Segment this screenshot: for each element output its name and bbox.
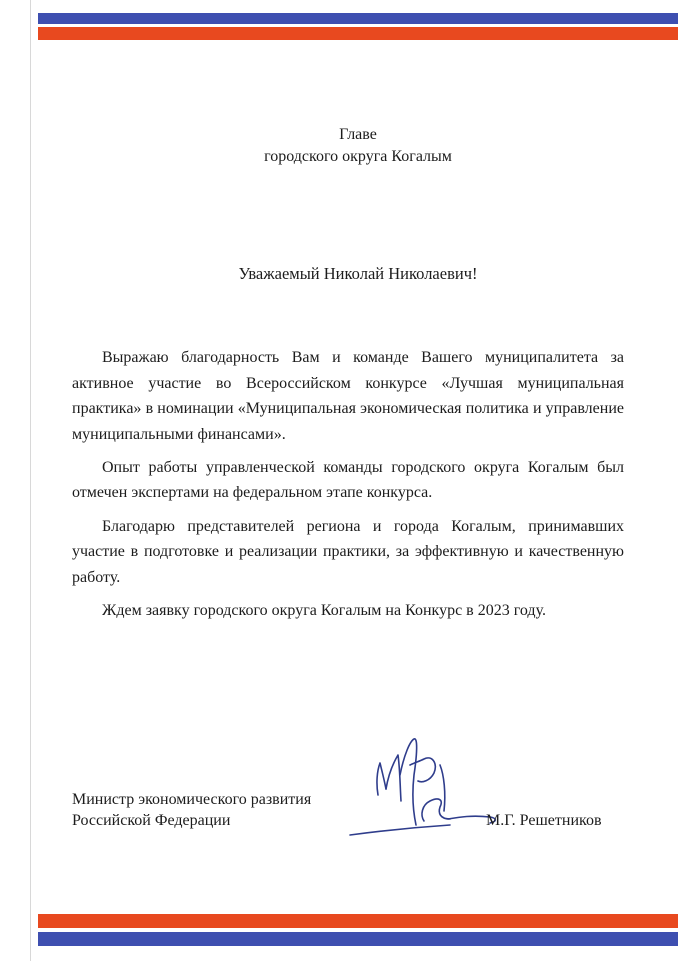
greeting: Уважаемый Николай Николаевич! <box>238 264 478 283</box>
body-paragraph-3: Благодарю представителей региона и города Когалым, принимавших участие в подготовке и реализации практики, за эффективную и качественную работу. <box>72 517 624 586</box>
signature-strokes <box>350 739 495 835</box>
signature-stroke-3 <box>400 739 417 825</box>
body-paragraph-2: Опыт работы управленческой команды городского округа Когалым был отмечен экспертами на федеральном этапе конкурса. <box>72 458 624 502</box>
addressee-block <box>38 124 678 168</box>
body-paragraph-1: Выражаю благодарность Вам и команде Вашего муниципалитета за активное участие во Всероссийском конкурсе «Лучшая муниципальная практика» в номинации «Муниципальная экономическая политика и управление муниципальными финансами». <box>72 349 624 443</box>
signature-stroke-5 <box>422 799 450 821</box>
signer-name: М.Г. Решетников <box>486 812 602 829</box>
letter-body <box>72 345 624 631</box>
handwritten-signature <box>340 735 510 845</box>
signature-stroke-8 <box>350 825 450 835</box>
signer-position <box>72 789 311 831</box>
addressee-line-2: городского округа Когалым <box>264 148 452 165</box>
signature-stroke-1 <box>377 763 386 795</box>
addressee-line-1: Главе <box>339 126 377 143</box>
signature-stroke-2 <box>386 755 401 801</box>
bottom-red-stripe <box>38 914 678 928</box>
signer-position-line-1: Министр экономического развития <box>72 791 312 808</box>
body-paragraph-4: Ждем заявку городского округа Когалым на Конкурс в 2023 году. <box>102 601 546 619</box>
top-blue-stripe <box>38 13 678 24</box>
bottom-blue-stripe <box>38 932 678 946</box>
signer-position-line-2: Российской Федерации <box>72 812 231 829</box>
top-red-stripe <box>38 27 678 40</box>
